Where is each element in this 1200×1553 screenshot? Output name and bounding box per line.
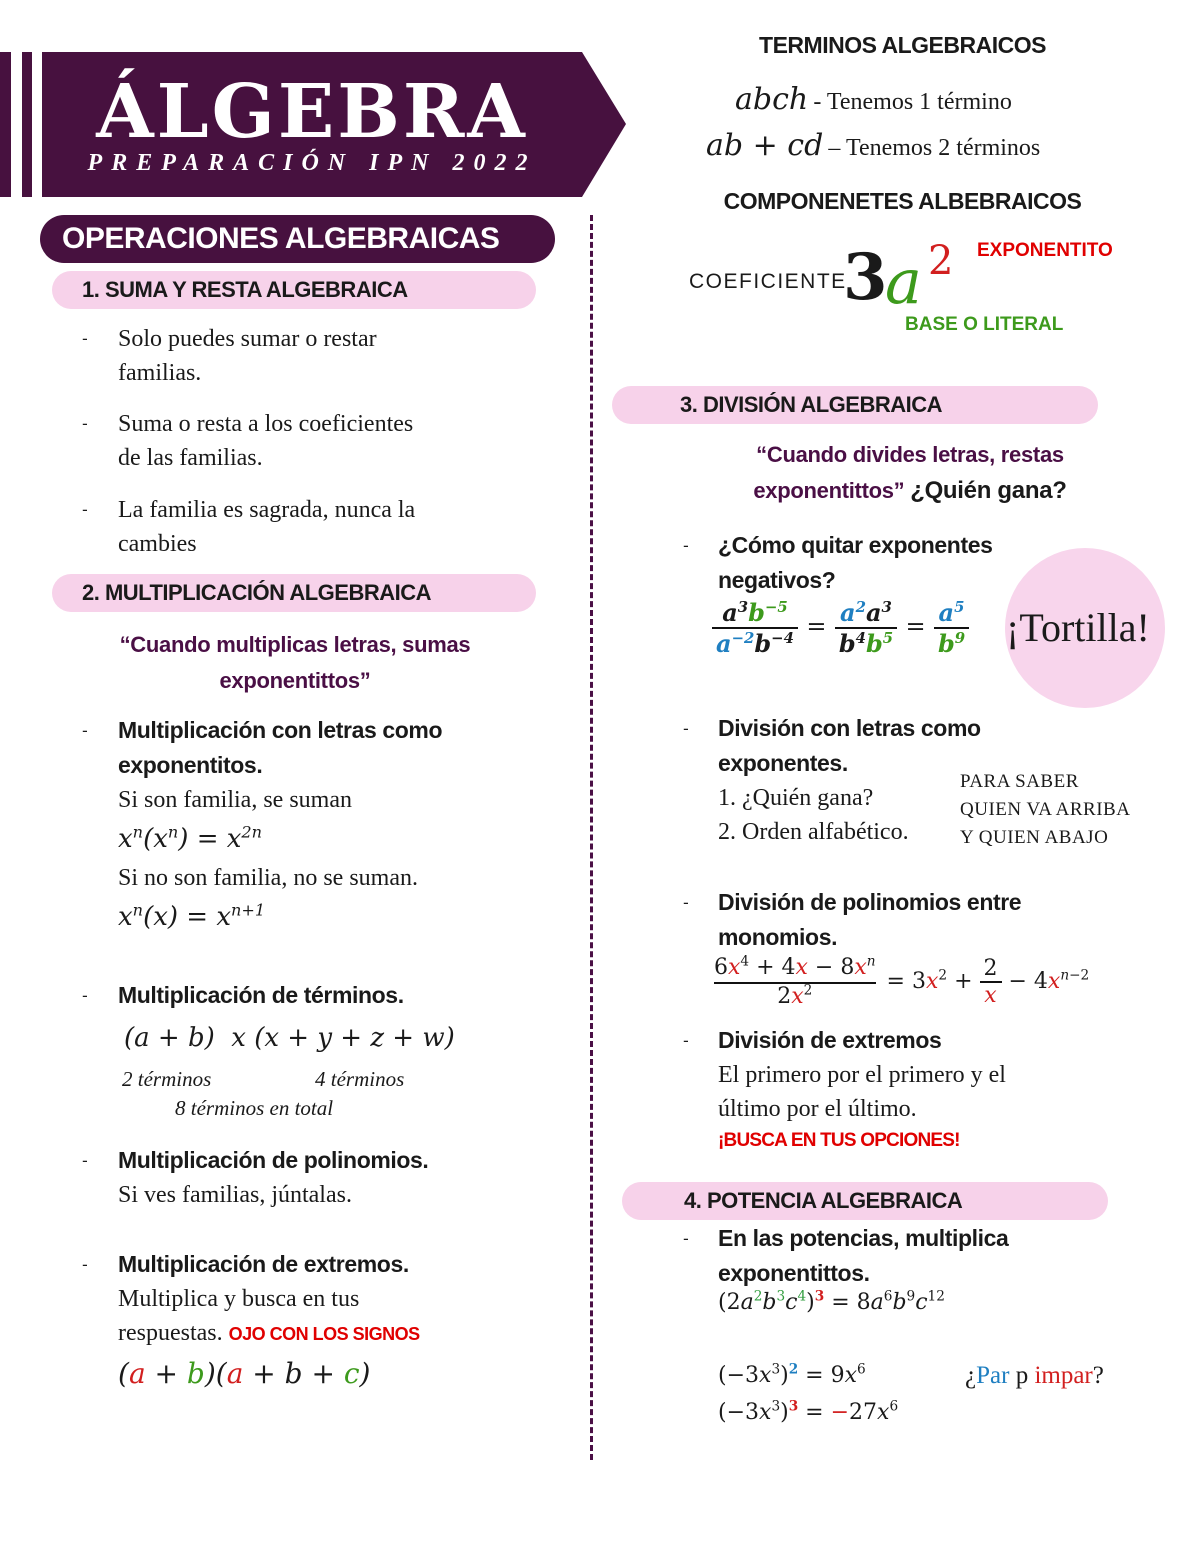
formula-power-1: $(2a^2b^3c^4)^3 = 8a^6b^9c^{12}$	[718, 1288, 945, 1315]
section-title-suma-resta: 1. SUMA Y RESTA ALGEBRAICA	[52, 271, 536, 309]
exponent-label: EXPONENTITO	[977, 240, 1113, 261]
list-item	[683, 885, 1103, 955]
list-item-text: Suma o resta a los coeficientes	[118, 411, 414, 437]
list-item	[683, 528, 1083, 598]
components-title: COMPONENETES ALBEBRAICOS	[723, 188, 1082, 214]
step-text: 2. Orden alfabético.	[718, 819, 909, 845]
side-note: PARA SABER QUIEN VA ARRIBA Y QUIEN ABAJO	[960, 771, 1131, 848]
item-text: El primero por el primero y el	[718, 1062, 1006, 1088]
formula-extremes: (a + b)(a + b + c)	[118, 1357, 371, 1390]
bullet-dash: -	[683, 1229, 689, 1248]
formula-same-family: $x^n(x^n) = x^{2n}$	[118, 822, 263, 854]
list-item-text: familias.	[118, 360, 202, 386]
list-item	[82, 1247, 572, 1397]
item-text: Multiplica y busca en tus	[118, 1286, 360, 1312]
formula-term-product: (a + b) x (x + y + z + w)	[124, 1023, 455, 1053]
list-item	[82, 1143, 562, 1212]
list-item	[683, 1221, 1103, 1291]
label-8-terminos: 8 términos en total	[175, 1096, 334, 1120]
warning-signs: OJO CON LOS SIGNOS	[228, 1324, 420, 1344]
list-item-text: cambies	[118, 531, 197, 557]
bullet-dash: -	[82, 329, 88, 348]
item-title: exponentes.	[718, 750, 848, 776]
item-title: División de extremos	[718, 1027, 942, 1053]
item-title: Multiplicación de extremos.	[118, 1251, 409, 1277]
list-item-text: de las familias.	[118, 445, 263, 471]
bullet-dash: -	[683, 893, 689, 912]
coefficient-label: COEFICIENTE	[689, 270, 847, 293]
bullet-dash: -	[82, 500, 88, 519]
section-title-division: 3. DIVISIÓN ALGEBRAICA	[612, 386, 1098, 424]
base-value: a	[885, 245, 922, 318]
section-title-multiplicacion: 2. MULTIPLICACIÓN ALGEBRAICA	[52, 574, 536, 612]
quote-multiplicacion: “Cuando multiplicas letras, sumas exponentittos”	[119, 632, 471, 693]
bullet-dash: -	[683, 719, 689, 738]
section-title-potencia: 4. POTENCIA ALGEBRAICA	[622, 1182, 1108, 1220]
item-title: negativos?	[718, 567, 836, 593]
item-title: División con letras como	[718, 715, 981, 741]
item-title: ¿Cómo quitar exponentes	[718, 532, 993, 558]
quote-division: “Cuando divides letras, restas exponentittos” ¿Quién gana?	[753, 442, 1067, 504]
formula-not-family: $x^n(x) = x^{n+1}$	[118, 900, 266, 932]
bullet-dash: -	[82, 414, 88, 433]
list-item	[82, 978, 562, 1063]
list-item	[82, 713, 562, 939]
list-item	[82, 322, 552, 390]
item-text: Si no son familia, no se suman.	[118, 865, 418, 891]
tortilla-text: ¡Tortilla!	[1006, 605, 1150, 650]
coefficient-value: 3	[843, 240, 888, 315]
exponent-value: 2	[928, 238, 954, 284]
step-text: 1. ¿Quién gana?	[718, 785, 874, 811]
label-2-terminos: 2 términos	[122, 1067, 212, 1091]
formula-negative-exponents: $\frac{a^3b^{-5}}{a^{-2}b^{-4}}$ = $\frac{a^2a^3}{b^4b^5}$ = $\frac{a^5}{b^9}$	[712, 598, 969, 658]
bullet-dash: -	[82, 1255, 88, 1274]
parity-question: ¿Par p impar?	[965, 1362, 1104, 1389]
item-title: En las potencias, multiplica	[718, 1225, 1009, 1251]
formula-poly-division: $\frac{6x^4 + 4x - 8x^n}{2x^2}$ = $3x^2$ + $\frac{2}{x}$ − $4x^{n-2}$	[714, 953, 1090, 1009]
item-text: último por el último.	[718, 1096, 917, 1122]
terms-title: TERMINOS ALGEBRAICOS	[759, 32, 1046, 58]
item-text: Si son familia, se suman	[118, 787, 352, 813]
bullet-dash: -	[82, 721, 88, 740]
bullet-dash: -	[683, 1031, 689, 1050]
item-text: Si ves familias, júntalas.	[118, 1182, 352, 1208]
item-title: Multiplicación de términos.	[118, 982, 404, 1008]
item-title: División de polinomios entre	[718, 889, 1022, 915]
term-example-1: abch - Tenemos 1 término	[735, 82, 1012, 117]
page-title: ÁLGEBRA	[96, 69, 528, 155]
formula-power-2: $(-3x^3)^2 = 9x^6$	[718, 1361, 866, 1388]
warning-search: ¡BUSCA EN TUS OPCIONES!	[718, 1130, 960, 1151]
list-item-text: La familia es sagrada, nunca la	[118, 497, 416, 523]
list-item	[683, 1023, 1103, 1156]
label-4-terminos: 4 términos	[315, 1067, 405, 1091]
formula-power-3: $(-3x^3)^3 = -27x^6$	[718, 1398, 899, 1425]
bullet-dash: -	[683, 536, 689, 555]
item-title: Multiplicación de polinomios.	[118, 1147, 429, 1173]
section-header-operations: OPERACIONES ALGEBRAICAS	[40, 215, 555, 263]
page-subtitle: PREPARACIÓN IPN 2022	[87, 150, 537, 176]
term-example-2: ab + cd – Tenemos 2 términos	[706, 128, 1041, 163]
item-title: exponentitos.	[118, 752, 263, 778]
banner-stripe-2	[22, 52, 32, 197]
item-text: respuestas.	[118, 1320, 223, 1346]
base-label: BASE O LITERAL	[905, 314, 1064, 335]
list-item	[82, 407, 552, 475]
bullet-dash: -	[82, 986, 88, 1005]
item-title: monomios.	[718, 924, 838, 950]
column-divider	[590, 215, 593, 1460]
bullet-dash: -	[82, 1151, 88, 1170]
banner-stripe-1	[0, 52, 11, 197]
list-item	[82, 493, 552, 561]
item-title: Multiplicación con letras como	[118, 717, 443, 743]
item-title: exponentittos.	[718, 1260, 870, 1286]
list-item-text: Solo puedes sumar o restar	[118, 326, 377, 352]
